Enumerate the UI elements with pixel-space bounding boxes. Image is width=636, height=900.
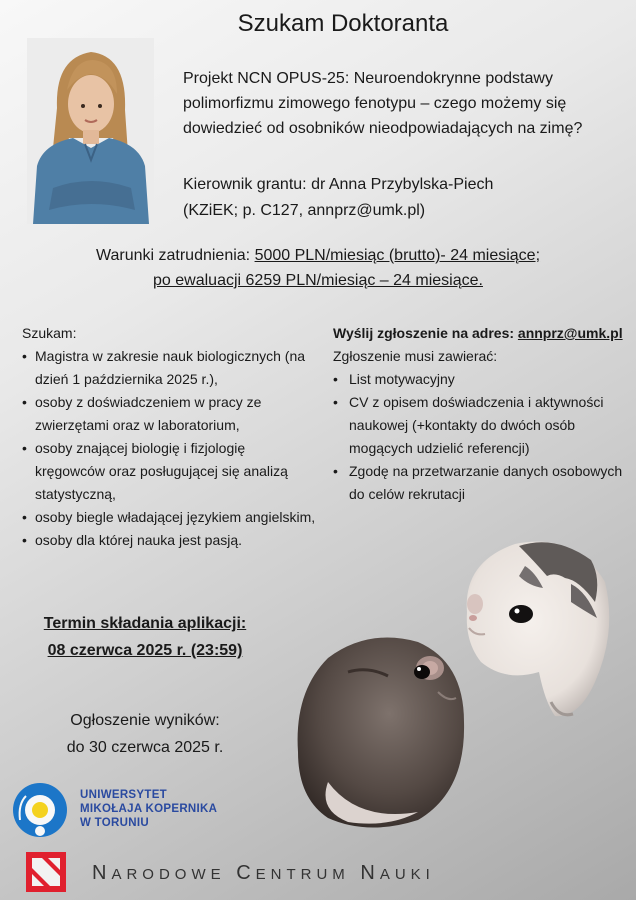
deadline-label: Termin składania aplikacji:: [43, 615, 247, 632]
application-deadline: [25, 610, 265, 664]
grant-leader: [183, 172, 623, 224]
project-line: dowiedzieć od osobników nieodpowiadających na zimę?: [183, 120, 583, 137]
leader-name: Kierownik grantu: dr Anna Przybylska-Piech: [183, 176, 494, 193]
ncn-name: NARODOWE CENTRUM NAUKI: [92, 862, 435, 884]
project-line: polimorfizmu zimowego fenotypu – czego możemy się: [183, 95, 567, 112]
application-heading: Wyślij zgłoszenie na adres: annprz@umk.pl: [333, 325, 623, 341]
project-description: [183, 66, 623, 141]
terms-salary-2: po ewaluacji 6259 PLN/miesiąc – 24 miesiące.: [153, 272, 483, 289]
terms-salary-1: 5000 PLN/miesiąc (brutto)- 24 miesiące;: [254, 247, 541, 264]
page-title: Szukam Doktoranta: [237, 10, 449, 37]
project-line: Projekt NCN OPUS-25: Neuroendokrynne podstawy: [183, 70, 553, 87]
umk-line: UNIWERSYTET: [80, 789, 167, 801]
deadline-date: 08 czerwca 2025 r. (23:59): [47, 642, 243, 659]
portrait-illustration: [27, 38, 154, 224]
application-list: [333, 368, 633, 506]
terms-prefix: Warunki zatrudnienia:: [95, 247, 255, 264]
umk-logo-icon: [12, 782, 72, 842]
umk-name: [80, 788, 217, 830]
umk-line: MIKOŁAJA KOPERNIKA: [80, 803, 218, 815]
application-must-contain: Zgłoszenie musi zawierać:: [333, 348, 498, 364]
ncn-logo-icon: [26, 852, 66, 892]
employment-terms: [20, 243, 616, 293]
requirements-section: [22, 322, 317, 552]
results-label: Ogłoszenie wyników:: [70, 712, 220, 729]
umk-line: W TORUNIU: [80, 817, 149, 829]
application-email-link[interactable]: annprz@umk.pl: [517, 325, 623, 341]
list-item: • osoby znającej biologię i fizjologię kręgowców oraz posługującej się analizą statystyczną,: [22, 437, 317, 506]
list-item: • osoby dla której nauka jest pasją.: [22, 529, 317, 552]
list-item: • osoby z doświadczeniem w pracy ze zwierzętami oraz w laboratorium,: [22, 391, 317, 437]
list-item: • Magistra w zakresie nauk biologicznych (na dzień 1 października 2025 r.),: [22, 345, 317, 391]
results-date: do 30 czerwca 2025 r.: [66, 739, 224, 756]
application-section: [333, 322, 633, 506]
leader-contact: (KZiEK; p. C127, annprz@umk.pl): [183, 202, 426, 219]
requirements-list: [22, 345, 317, 552]
requirements-heading: Szukam:: [22, 325, 77, 341]
list-item: • CV z opisem doświadczenia i aktywności naukowej (+kontakty do dwóch osób mogących udzielić referencji): [333, 391, 633, 460]
list-item: • Zgodę na przetwarzanie danych osobowych do celów rekrutacji: [333, 460, 633, 506]
list-item: • List motywacyjny: [333, 368, 633, 391]
list-item: • osoby biegle władającej językiem angielskim,: [22, 506, 317, 529]
hamster-dark-image: [288, 632, 468, 832]
hamster-white-image: [455, 532, 615, 722]
portrait-photo: [27, 38, 154, 224]
results-announcement: [25, 707, 265, 761]
